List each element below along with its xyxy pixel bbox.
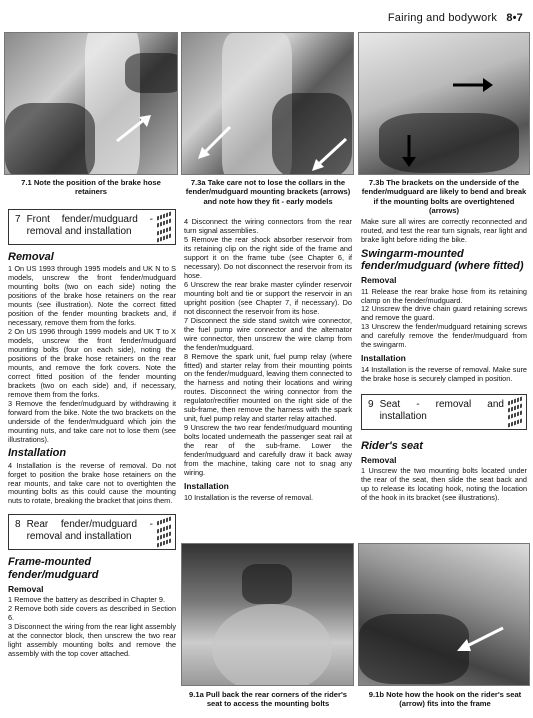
column-1 <box>8 206 176 659</box>
photo-7-3b <box>358 32 530 175</box>
arrow-icon <box>308 137 348 173</box>
paragraph: 2 On US 1996 through 1999 models and UK T to X models, unscrew the front fender/mudguard mounting bolts (four on each side), noting the positions of the brake hose retainers on the rear mounts, and remove the fork covers. Note the correct fitted position of the fender mounting brackets (two on each side) and, if necessary, remove them from the forks. <box>8 326 176 399</box>
section-number: 9 <box>368 398 374 410</box>
installation-subheading: Installation <box>361 353 406 364</box>
frame-mounted-heading: Frame-mounted fender/mudguard <box>8 556 99 581</box>
paragraph: 4 Installation is the reverse of removal. Do not forget to position the brake hose retainers on the rear mounts, and take care not to overtighten the mounting bolts as this could cause the mounting nuts to rotate, breaking the bracket that joins them. <box>8 460 176 506</box>
arrow-icon <box>451 73 495 95</box>
section-title: Rear fender/mudguard - removal and installation <box>26 519 153 543</box>
paragraph: 3 Disconnect the wiring from the rear light assembly at the connector block, then unscrew the two rear light assembly mounting bolts and remove the assembly with the top cover attached. <box>8 621 176 658</box>
photo-7-1 <box>4 32 178 175</box>
section-number: 8 <box>15 519 21 531</box>
section-title: Front fender/mudguard - removal and installation <box>26 214 153 237</box>
page-header <box>388 12 523 24</box>
arrow-icon <box>196 125 232 161</box>
photo-7-3a <box>181 32 354 175</box>
chapter-title: Fairing and bodywork <box>387 12 498 24</box>
section-7-box <box>8 209 176 245</box>
difficulty-icon <box>157 214 171 240</box>
paragraph: 13 Unscrew the fender/mudguard retaining screws and carefully remove the fender/mudguard from the swingarm. <box>361 322 527 350</box>
difficulty-icon <box>508 399 522 425</box>
paragraph: 1 Unscrew the two mounting bolts located under the rear of the seat, then slide the seat back and up to release its locating hook, noting the location of the hook in its bracket (see illustrations). <box>361 466 527 503</box>
riders-seat-heading: Rider's seat <box>361 439 423 452</box>
paragraph: 7 Disconnect the side stand switch wire connector, the fuel pump wire connector and the alternator wire connector, then unscrew the wire clamp from the fender/mudguard. <box>184 315 352 352</box>
section-8-box <box>8 514 176 550</box>
swingarm-heading: Swingarm-mounted fender/mudguard (where fitted) <box>361 247 524 272</box>
paragraph: Make sure all wires are correctly reconnected and routed, and test the rear turn signals, rear light and brake light before riding the bike. <box>361 217 527 244</box>
paragraph: 10 Installation is the reverse of removal. <box>184 492 313 502</box>
caption-7-3b: 7.3b The brackets on the underside of the fender/mudguard are likely to bend and break if the mounting bolts are overtightened (arrows) <box>361 178 527 215</box>
paragraph: 12 Unscrew the drive chain guard retaining screws and remove the guard. <box>361 304 527 323</box>
paragraph: 5 Remove the rear shock absorber reservoir from its retaining clip on the right side of the frame and support it on the frame tube (see Chapter 6, if necessary). Do not disconnect the reservoir from its hose. <box>184 234 352 280</box>
column-2 <box>184 218 352 503</box>
paragraph: 8 Remove the spark unit, fuel pump relay (where fitted) and starter relay from their mounting points on the fender/mudguard, leaving them connected to the harness and noting their locations and wiring routes. Disconnect the wiring connector from the regulator/rectifier mounted on the right side of the sub-frame, then remove the harness with the spark unit, fuel pump relay and starter relay attached. <box>184 351 352 424</box>
paragraph: 2 Remove both side covers as described in Section 6. <box>8 604 176 622</box>
difficulty-icon <box>157 519 171 545</box>
arrow-icon <box>115 113 155 143</box>
paragraph: 11 Release the rear brake hose from its retaining clamp on the fender/mudguard. <box>361 286 527 305</box>
section-title: Seat - removal and installation <box>379 398 504 422</box>
page-number: 8•7 <box>506 12 523 24</box>
removal-subheading: Removal <box>8 583 44 594</box>
paragraph: 1 Remove the battery as described in Chapter 9. <box>8 595 165 605</box>
photo-9-1b <box>358 543 530 686</box>
caption-9-1b: 9.1b Note how the hook on the rider's seat (arrow) fits into the frame <box>368 690 522 709</box>
paragraph: 3 Remove the fender/mudguard by withdrawing it forward from the bike. Note the two brackets on the underside of the fender/mudguard which join the mounting nuts, and take care not to lose them (see illustrations). <box>8 398 176 444</box>
paragraph: 9 Unscrew the two rear fender/mudguard mounting bolts located underneath the passenger seat rail at the rear of the sub-frame. Lower the fender/mudguard and carefully draw it back away from the machine, taking care not to snag any wiring. <box>184 423 352 478</box>
photo-9-1a <box>181 543 354 686</box>
column-3 <box>361 218 527 503</box>
paragraph: 1 On US 1993 through 1995 models and UK N to S models, unscrew the front fender/mudguard mounting bolts (two on each side) noting the positions of the brake hose retainers on the rear mounts (see illustration). Note the correct fitted position of the fender mounting brackets and, if necessary, remove them from the forks. <box>8 264 176 327</box>
section-9-box <box>361 394 527 430</box>
removal-subheading: Removal <box>361 454 397 465</box>
paragraph: 6 Unscrew the rear brake master cylinder reservoir mounting bolt and tie or support the reservoir in an upright position (see Chapter 7, if necessary). Do not disconnect the reservoir from its hose. <box>184 279 352 316</box>
caption-9-1a: 9.1a Pull back the rear corners of the rider's seat to access the mounting bolts <box>189 690 347 709</box>
caption-7-1: 7.1 Note the position of the brake hose retainers <box>21 178 161 197</box>
installation-heading: Installation <box>8 447 67 460</box>
arrow-icon <box>455 624 505 654</box>
caption-7-3a: 7.3a Take care not to lose the collars in the fender/mudguard mounting brackets (arrows) and note how they fit - early models <box>185 178 351 206</box>
removal-heading: Removal <box>8 251 54 263</box>
section-number: 7 <box>15 214 21 225</box>
installation-subheading: Installation <box>184 481 229 492</box>
paragraph: 14 Installation is the reverse of removal. Make sure the brake hose is securely clamped in position. <box>361 364 527 383</box>
removal-subheading: Removal <box>361 275 397 286</box>
paragraph: 4 Disconnect the wiring connectors from the rear turn signal assemblies. <box>184 217 352 235</box>
arrow-icon <box>397 133 421 169</box>
